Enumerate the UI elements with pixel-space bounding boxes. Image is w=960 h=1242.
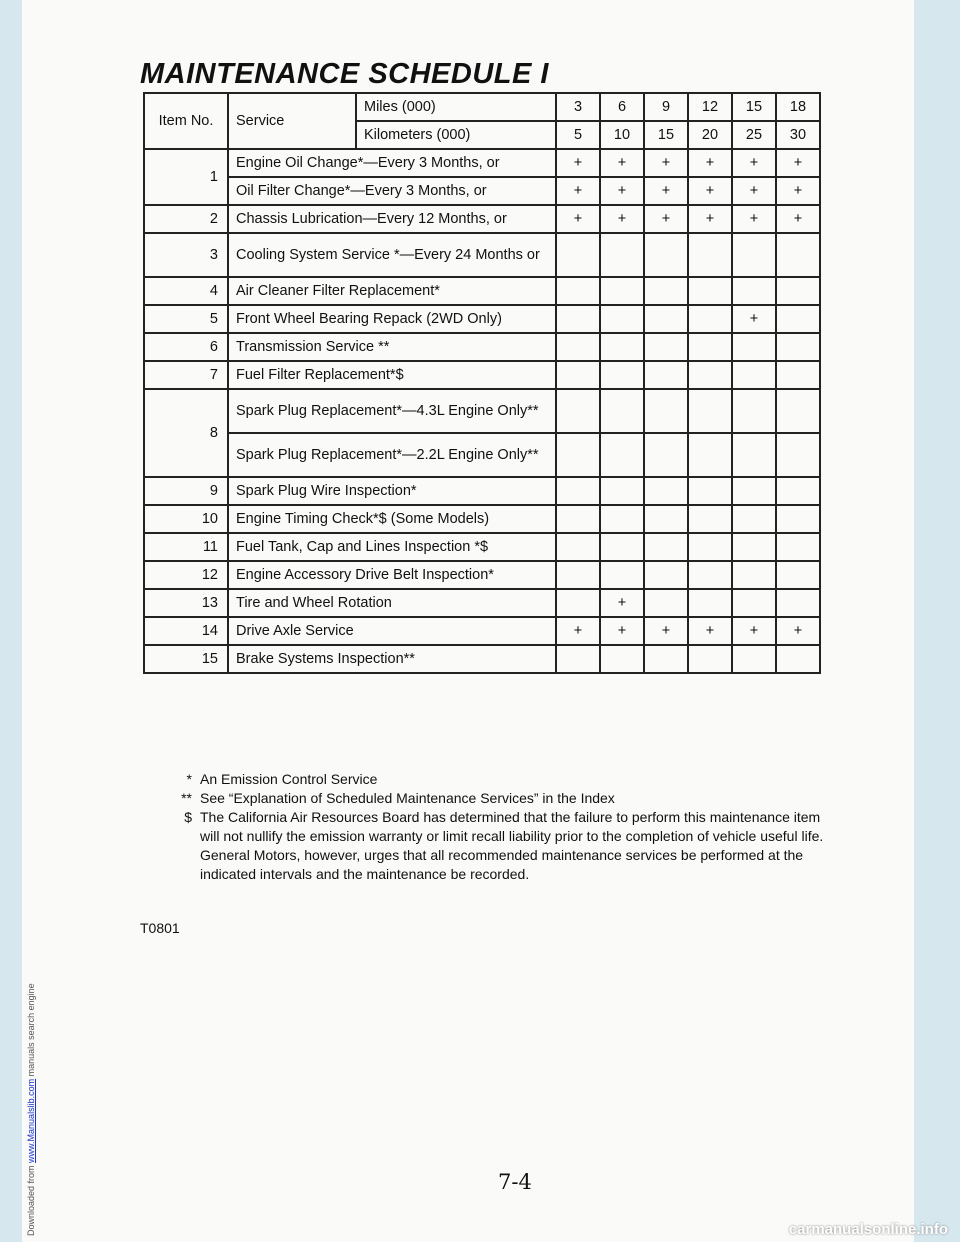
interval-mark <box>644 333 688 361</box>
table-row <box>144 533 820 561</box>
item-number: 1 <box>144 149 228 205</box>
interval-mark: + <box>600 177 644 205</box>
service-name: Engine Timing Check*$ (Some Models) <box>228 505 556 533</box>
interval-mark <box>600 389 644 433</box>
table-row <box>144 333 820 361</box>
service-name: Front Wheel Bearing Repack (2WD Only) <box>228 305 556 333</box>
table-row <box>144 433 820 477</box>
interval-mark: + <box>556 149 600 177</box>
miles-value: 12 <box>688 93 732 121</box>
footnote <box>162 770 832 789</box>
km-value: 25 <box>732 121 776 149</box>
interval-mark <box>732 645 776 673</box>
interval-mark <box>732 589 776 617</box>
interval-mark: + <box>644 205 688 233</box>
km-value: 15 <box>644 121 688 149</box>
interval-mark <box>556 505 600 533</box>
interval-mark <box>644 645 688 673</box>
interval-mark <box>776 477 820 505</box>
miles-value: 15 <box>732 93 776 121</box>
interval-mark <box>644 389 688 433</box>
interval-mark <box>644 477 688 505</box>
interval-mark <box>644 505 688 533</box>
km-value: 10 <box>600 121 644 149</box>
service-name: Chassis Lubrication—Every 12 Months, or <box>228 205 556 233</box>
service-name: Air Cleaner Filter Replacement* <box>228 277 556 305</box>
interval-mark <box>688 433 732 477</box>
interval-mark: + <box>732 205 776 233</box>
interval-mark <box>644 305 688 333</box>
source-suffix: manuals search engine <box>26 983 36 1079</box>
interval-mark: + <box>732 149 776 177</box>
interval-mark <box>644 561 688 589</box>
item-number: 15 <box>144 645 228 673</box>
service-name: Spark Plug Wire Inspection* <box>228 477 556 505</box>
item-number: 11 <box>144 533 228 561</box>
interval-mark <box>776 561 820 589</box>
item-number: 3 <box>144 233 228 277</box>
maintenance-table <box>143 92 821 674</box>
table-row <box>144 205 820 233</box>
interval-mark <box>556 533 600 561</box>
document-code: T0801 <box>140 920 180 936</box>
interval-mark <box>556 233 600 277</box>
km-value: 20 <box>688 121 732 149</box>
service-header: Service <box>228 93 356 149</box>
item-no-header: Item No. <box>144 93 228 149</box>
interval-mark <box>556 305 600 333</box>
interval-mark <box>732 477 776 505</box>
interval-mark <box>600 333 644 361</box>
interval-mark <box>776 361 820 389</box>
table-row <box>144 277 820 305</box>
interval-mark <box>776 233 820 277</box>
service-name: Fuel Filter Replacement*$ <box>228 361 556 389</box>
interval-mark: + <box>600 617 644 645</box>
interval-mark <box>776 645 820 673</box>
interval-mark: + <box>732 617 776 645</box>
interval-mark <box>688 561 732 589</box>
table-row <box>144 477 820 505</box>
interval-mark <box>556 433 600 477</box>
interval-mark <box>776 533 820 561</box>
interval-mark: + <box>644 149 688 177</box>
table-row <box>144 389 820 433</box>
interval-mark <box>644 433 688 477</box>
table-header-row <box>144 93 820 121</box>
interval-mark <box>776 433 820 477</box>
service-name: Engine Oil Change*—Every 3 Months, or <box>228 149 556 177</box>
item-number: 7 <box>144 361 228 389</box>
interval-mark <box>688 477 732 505</box>
table-row <box>144 149 820 177</box>
table-row <box>144 305 820 333</box>
service-name: Fuel Tank, Cap and Lines Inspection *$ <box>228 533 556 561</box>
interval-mark: + <box>556 617 600 645</box>
interval-mark <box>600 361 644 389</box>
km-header: Kilometers (000) <box>356 121 556 149</box>
interval-mark <box>688 277 732 305</box>
interval-mark: + <box>688 205 732 233</box>
footnote <box>162 808 832 884</box>
interval-mark <box>556 477 600 505</box>
interval-mark <box>732 361 776 389</box>
interval-mark <box>688 645 732 673</box>
interval-mark <box>600 505 644 533</box>
interval-mark <box>732 389 776 433</box>
miles-value: 18 <box>776 93 820 121</box>
interval-mark <box>644 589 688 617</box>
item-number: 9 <box>144 477 228 505</box>
manual-page <box>22 0 914 1242</box>
interval-mark: + <box>688 149 732 177</box>
service-name: Spark Plug Replacement*—2.2L Engine Only** <box>228 433 556 477</box>
interval-mark: + <box>556 205 600 233</box>
interval-mark: + <box>556 177 600 205</box>
interval-mark <box>688 389 732 433</box>
item-number: 13 <box>144 589 228 617</box>
source-banner-text <box>26 983 36 1236</box>
interval-mark <box>600 433 644 477</box>
interval-mark <box>600 277 644 305</box>
interval-mark <box>776 389 820 433</box>
interval-mark <box>556 561 600 589</box>
interval-mark: + <box>644 617 688 645</box>
interval-mark <box>688 533 732 561</box>
interval-mark <box>732 333 776 361</box>
footnote-mark: * <box>186 771 192 787</box>
interval-mark: + <box>776 617 820 645</box>
interval-mark <box>556 389 600 433</box>
interval-mark <box>688 361 732 389</box>
footnote-text: See “Explanation of Scheduled Maintenance Services” in the Index <box>200 790 615 806</box>
source-prefix: Downloaded from <box>26 1162 36 1236</box>
km-value: 5 <box>556 121 600 149</box>
service-name: Engine Accessory Drive Belt Inspection* <box>228 561 556 589</box>
item-number: 10 <box>144 505 228 533</box>
page-number: 7-4 <box>498 1170 532 1194</box>
table-row <box>144 589 820 617</box>
item-number: 12 <box>144 561 228 589</box>
interval-mark <box>732 233 776 277</box>
service-name: Drive Axle Service <box>228 617 556 645</box>
footnote-text: The California Air Resources Board has determined that the failure to perform this maintenance item will not nullify the emission warranty or limit recall liability prior to the completion of vehicle useful life. General Motors, however, urges that all recommended maintenance services be performed at the indicated intervals and the maintenance be recorded. <box>200 809 824 882</box>
service-name: Tire and Wheel Rotation <box>228 589 556 617</box>
table-row <box>144 617 820 645</box>
interval-mark <box>556 361 600 389</box>
item-number: 14 <box>144 617 228 645</box>
interval-mark: + <box>732 305 776 333</box>
interval-mark: + <box>688 617 732 645</box>
km-value: 30 <box>776 121 820 149</box>
interval-mark: + <box>600 589 644 617</box>
interval-mark <box>776 505 820 533</box>
interval-mark <box>776 277 820 305</box>
interval-mark <box>556 277 600 305</box>
interval-mark <box>776 333 820 361</box>
service-name: Brake Systems Inspection** <box>228 645 556 673</box>
interval-mark <box>688 333 732 361</box>
table-row <box>144 361 820 389</box>
interval-mark: + <box>776 205 820 233</box>
item-number: 5 <box>144 305 228 333</box>
page-title: MAINTENANCE SCHEDULE I <box>140 58 549 90</box>
footnote <box>162 789 832 808</box>
interval-mark: + <box>600 149 644 177</box>
interval-mark <box>556 645 600 673</box>
interval-mark: + <box>688 177 732 205</box>
interval-mark <box>732 433 776 477</box>
service-name: Cooling System Service *—Every 24 Months or <box>228 233 556 277</box>
interval-mark <box>688 505 732 533</box>
watermark: carmanualsonline.info <box>788 1221 948 1238</box>
interval-mark <box>556 589 600 617</box>
interval-mark <box>688 589 732 617</box>
interval-mark <box>732 533 776 561</box>
interval-mark: + <box>776 149 820 177</box>
interval-mark <box>644 233 688 277</box>
interval-mark <box>644 533 688 561</box>
interval-mark <box>688 305 732 333</box>
interval-mark <box>732 561 776 589</box>
item-number: 8 <box>144 389 228 477</box>
service-name: Oil Filter Change*—Every 3 Months, or <box>228 177 556 205</box>
service-name: Spark Plug Replacement*—4.3L Engine Only** <box>228 389 556 433</box>
item-number: 4 <box>144 277 228 305</box>
item-number: 6 <box>144 333 228 361</box>
interval-mark <box>732 505 776 533</box>
interval-mark: + <box>776 177 820 205</box>
table-row <box>144 233 820 277</box>
footnote-mark: ** <box>181 790 192 806</box>
interval-mark <box>600 233 644 277</box>
interval-mark <box>600 645 644 673</box>
miles-value: 6 <box>600 93 644 121</box>
interval-mark <box>600 533 644 561</box>
interval-mark <box>688 233 732 277</box>
table-row <box>144 177 820 205</box>
service-name: Transmission Service ** <box>228 333 556 361</box>
interval-mark <box>556 333 600 361</box>
footnote-text: An Emission Control Service <box>200 771 378 787</box>
item-number: 2 <box>144 205 228 233</box>
interval-mark <box>644 277 688 305</box>
miles-value: 9 <box>644 93 688 121</box>
footnotes <box>162 770 832 884</box>
interval-mark <box>600 305 644 333</box>
interval-mark: + <box>600 205 644 233</box>
interval-mark <box>600 477 644 505</box>
interval-mark <box>600 561 644 589</box>
interval-mark: + <box>644 177 688 205</box>
interval-mark <box>644 361 688 389</box>
miles-header: Miles (000) <box>356 93 556 121</box>
manualslib-link[interactable]: www.Manualslib.com <box>26 1078 36 1163</box>
table-row <box>144 561 820 589</box>
interval-mark <box>732 277 776 305</box>
footnote-mark: $ <box>184 809 192 825</box>
table-row <box>144 645 820 673</box>
table-row <box>144 505 820 533</box>
interval-mark <box>776 305 820 333</box>
miles-value: 3 <box>556 93 600 121</box>
interval-mark: + <box>732 177 776 205</box>
interval-mark <box>776 589 820 617</box>
